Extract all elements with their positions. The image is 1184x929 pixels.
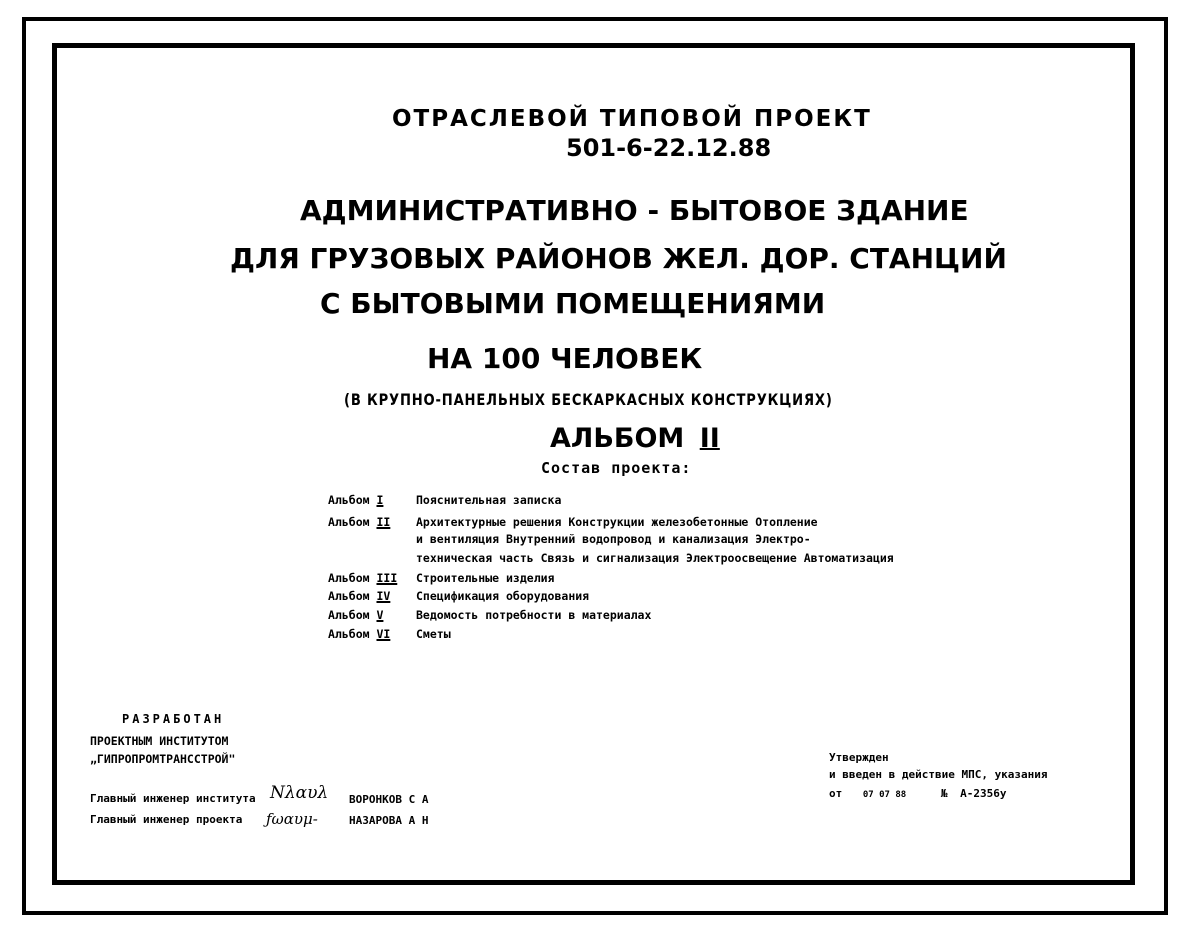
approval-number: А-2356у xyxy=(960,787,1007,800)
approval-date: 07 07 88 xyxy=(862,790,907,800)
album-row-label: Альбом IV xyxy=(328,589,391,603)
title-line-2: ДЛЯ ГРУЗОВЫХ РАЙОНОВ ЖЕЛ. ДОР. СТАНЦИЙ xyxy=(230,242,1007,275)
album-heading xyxy=(550,425,720,452)
album-row-text: техническая часть Связь и сигнализация Электроосвещение Автоматизация xyxy=(416,551,894,565)
composition-heading: Состав проекта: xyxy=(541,459,692,477)
album-row-2-cont-1 xyxy=(328,532,811,546)
album-row-label: Альбом I xyxy=(328,493,384,507)
album-row-text: Спецификация оборудования xyxy=(416,589,590,603)
album-row-label: Альбом II xyxy=(328,515,391,529)
signature-name-2: НАЗАРОВА А Н xyxy=(349,814,429,827)
title-subtitle: (В КРУПНО-ПАНЕЛЬНЫХ БЕСКАРКАСНЫХ КОНСТРУКЦИЯХ) xyxy=(344,390,833,409)
album-row-4 xyxy=(328,589,589,603)
album-row-2 xyxy=(328,515,818,529)
album-label: АЛЬБОМ xyxy=(550,423,685,454)
title-line-1: АДМИНИСТРАТИВНО - БЫТОВОЕ ЗДАНИЕ xyxy=(300,194,969,227)
title-line-3: С БЫТОВЫМИ ПОМЕЩЕНИЯМИ xyxy=(320,287,826,320)
album-row-label: Альбом III xyxy=(328,571,398,585)
header-line: ОТРАСЛЕВОЙ ТИПОВОЙ ПРОЕКТ xyxy=(392,106,872,132)
album-row-text: Архитектурные решения Конструкции железобетонные Отопление xyxy=(416,515,818,529)
developer-line-3: „ГИПРОПРОМТРАНССТРОЙ" xyxy=(90,752,236,766)
album-row-1 xyxy=(328,493,561,507)
album-row-text: и вентиляция Внутренний водопровод и канализация Электро- xyxy=(416,532,811,546)
album-row-6 xyxy=(328,627,451,641)
album-row-2-cont-2 xyxy=(328,551,894,565)
approval-line-1: Утвержден xyxy=(829,751,889,764)
album-row-label: Альбом V xyxy=(328,608,384,622)
signature-mark-1: Νλαυλ xyxy=(270,783,329,803)
signature-role-1: Главный инженер института xyxy=(90,792,256,805)
approval-from: от xyxy=(829,787,843,800)
approval-number-prefix: № xyxy=(940,787,948,800)
album-row-text: Строительные изделия xyxy=(416,571,555,585)
album-number: II xyxy=(699,423,720,454)
signature-name-1: ВОРОНКОВ С А xyxy=(349,793,429,806)
album-row-5 xyxy=(328,608,651,622)
approval-line-3 xyxy=(829,788,1006,800)
title-line-4: НА 100 ЧЕЛОВЕК xyxy=(427,342,703,375)
developer-line-2: ПРОЕКТНЫМ ИНСТИТУТОМ xyxy=(90,734,229,748)
approval-line-2: и введен в действие МПС, указания xyxy=(829,768,1048,781)
album-row-text: Сметы xyxy=(416,627,451,641)
album-row-3 xyxy=(328,571,554,585)
album-row-label: Альбом VI xyxy=(328,627,391,641)
signature-role-2: Главный инженер проекта xyxy=(90,813,243,826)
album-row-text: Ведомость потребности в материалах xyxy=(416,608,652,622)
signature-mark-2: ƒωαυμ- xyxy=(266,810,318,828)
album-row-text: Пояснительная записка xyxy=(416,493,562,507)
project-code: 501-6-22.12.88 xyxy=(566,134,772,162)
developer-line-1: РАЗРАБОТАН xyxy=(122,712,225,726)
